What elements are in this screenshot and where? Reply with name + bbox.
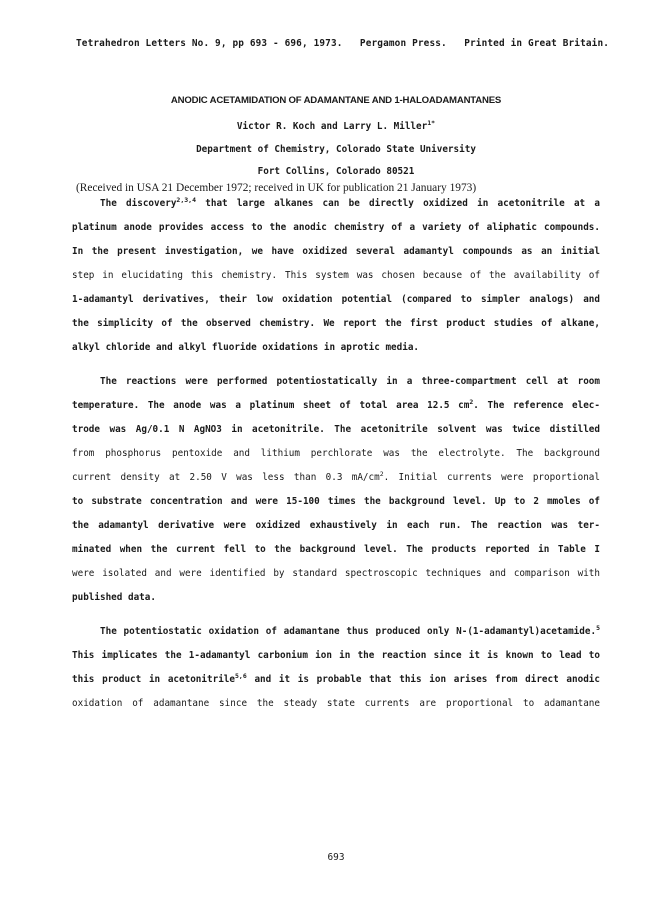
p3-line-4: oxidation of adamantane since the steady state currents are proportional to adamantane	[72, 698, 600, 709]
p2-line-4: from phosphorus pentoxide and lithium perchlorate was the electrolyte. The background	[72, 448, 600, 459]
p1-line-5: 1-adamantyl derivatives, their low oxidation potential (compared to simpler analogs) and	[72, 294, 600, 305]
journal-header: Tetrahedron Letters No. 9, pp 693 - 696, 1973. Pergamon Press. Printed in Great Britain.	[76, 38, 610, 49]
article-title: ANODIC ACETAMIDATION OF ADAMANTANE AND 1-HALOADAMANTANES	[170, 95, 502, 106]
p3-l3-a: this product in acetonitrile	[72, 674, 235, 685]
page-number: 693	[327, 852, 345, 863]
p3-line-1	[100, 623, 600, 637]
p3-line-3	[72, 671, 600, 685]
p2-line-2	[72, 397, 600, 411]
p1-l1-a: The discovery	[100, 198, 177, 209]
p2-line-10: published data.	[72, 592, 156, 603]
p3-l1-ref: 5	[596, 623, 600, 632]
p1-line-2: platinum anode provides access to the anodic chemistry of a variety of aliphatic compounds.	[72, 222, 600, 233]
p2-l2-b: . The reference elec-	[473, 400, 600, 411]
p1-line-7: alkyl chloride and alkyl fluoride oxidations in aprotic media.	[72, 342, 420, 353]
p2-line-8: minated when the current fell to the background level. The products reported in Table I	[72, 544, 600, 555]
p1-l1-ref: 2,3,4	[176, 195, 196, 204]
p3-l1-a: The potentiostatic oxidation of adamantane thus produced only N-(1-adamantyl)acetamide.	[100, 626, 597, 637]
p2-line-3: trode was Ag/0.1 N AgNO3 in acetonitrile. The acetonitrile solvent was twice distilled	[72, 424, 600, 435]
location: Fort Collins, Colorado 80521	[257, 166, 415, 177]
p1-line-1	[100, 195, 600, 209]
p2-line-6: to substrate concentration and were 15-100 times the background level. Up to 2 mmoles of	[72, 496, 600, 507]
p2-line-7: the adamantyl derivative were oxidized exhaustively in each run. The reaction was ter-	[72, 520, 600, 531]
p3-l3-ref: 5,6	[235, 671, 247, 680]
p2-line-9: were isolated and were identified by standard spectroscopic techniques and comparison with	[72, 568, 600, 579]
p2-l5-a: current density at 2.50 V was less than 0.3 mA/cm	[72, 472, 380, 483]
p2-line-5	[72, 469, 601, 483]
authors-names: Victor R. Koch and Larry L. Miller	[236, 121, 428, 132]
p1-line-4: step in elucidating this chemistry. This system was chosen because of the availability of	[72, 270, 600, 281]
p2-l5-b: . Initial currents were proportional	[383, 472, 601, 483]
p2-l2-sup: 2	[469, 397, 474, 406]
authors-footnote: 1*	[427, 118, 436, 127]
p2-line-1: The reactions were performed potentiostatically in a three-compartment cell at room	[100, 376, 600, 387]
p1-line-6: the simplicity of the observed chemistry. We report the first product studies of alkane,	[72, 318, 600, 329]
p1-l1-b: that large alkanes can be directly oxidized in acetonitrile at a	[196, 198, 600, 209]
authors	[0, 118, 672, 132]
received-dates: (Received in USA 21 December 1972; received in UK for publication 21 January 1973)	[76, 182, 477, 194]
p2-l2-a: temperature. The anode was a platinum sheet of total area 12.5 cm	[72, 400, 470, 411]
p3-line-2: This implicates the 1-adamantyl carbonium ion in the reaction since it is known to lead to	[72, 650, 600, 661]
department: Department of Chemistry, Colorado State University	[196, 144, 476, 155]
p1-line-3: In the present investigation, we have oxidized several adamantyl compounds as an initial	[72, 246, 600, 257]
p2-l5-sup: 2	[379, 469, 384, 478]
p3-l3-b: and it is probable that this ion arises from direct anodic	[246, 674, 600, 685]
